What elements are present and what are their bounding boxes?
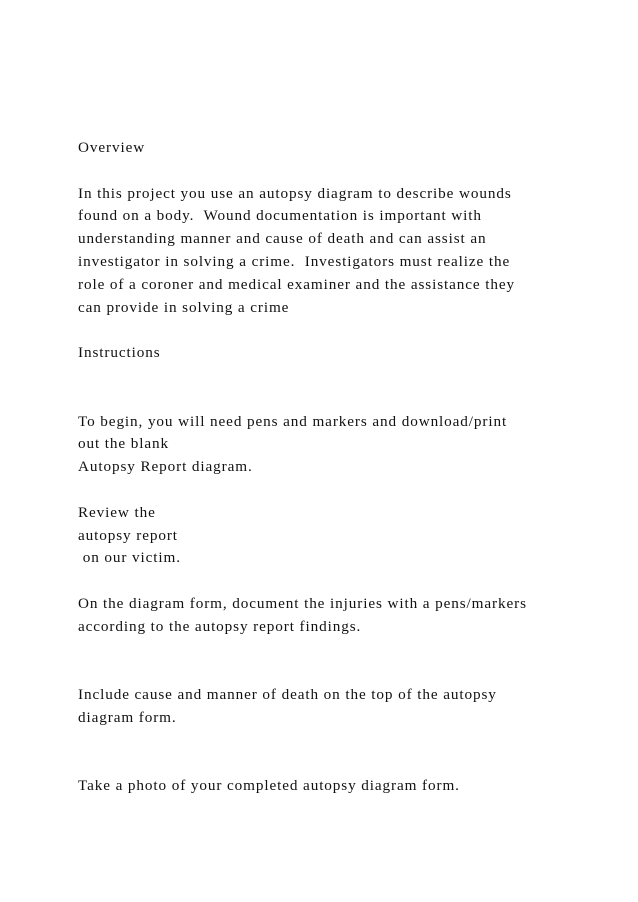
instructions-heading: Instructions [78, 344, 161, 362]
spacer [78, 365, 618, 388]
intro-line: In this project you use an autopsy diagram to describe wounds [78, 184, 512, 202]
spacer [78, 160, 618, 183]
spacer [78, 479, 618, 502]
intro-line: investigator in solving a crime. Investigators must realize the [78, 252, 511, 270]
spacer [78, 730, 618, 753]
step-2-line: autopsy report [78, 526, 178, 544]
spacer [78, 639, 618, 662]
spacer [78, 570, 618, 593]
step-1-line: Autopsy Report diagram. [78, 458, 253, 476]
step-3-line: On the diagram form, document the injuries with a pens/markers [78, 594, 527, 612]
step-5-line: Take a photo of your completed autopsy diagram form. [78, 777, 460, 795]
step-4-paragraph [78, 684, 618, 730]
step-4-line: Include cause and manner of death on the top of the autopsy [78, 686, 497, 704]
spacer [78, 753, 618, 776]
step-1-line: out the blank [78, 435, 169, 453]
spacer [78, 661, 618, 684]
intro-paragraph [78, 183, 618, 320]
overview-heading: Overview [78, 139, 146, 156]
step-1-paragraph [78, 411, 618, 479]
step-3-paragraph [78, 593, 618, 639]
step-1-line: To begin, you will need pens and markers and download/print [78, 412, 508, 430]
intro-line: role of a coroner and medical examiner and the assistance they [78, 275, 516, 293]
step-5-paragraph [78, 775, 618, 798]
step-2-line: Review the [78, 503, 156, 521]
step-3-line: according to the autopsy report findings. [78, 617, 362, 635]
spacer [78, 319, 618, 342]
document-body [78, 137, 618, 798]
intro-line: found on a body. Wound documentation is important with [78, 207, 482, 225]
intro-line: understanding manner and cause of death and can assist an [78, 230, 487, 248]
spacer [78, 388, 618, 411]
step-2-paragraph [78, 502, 618, 570]
step-4-line: diagram form. [78, 708, 177, 726]
step-2-line: on our victim. [78, 549, 181, 567]
intro-line: can provide in solving a crime [78, 298, 290, 316]
